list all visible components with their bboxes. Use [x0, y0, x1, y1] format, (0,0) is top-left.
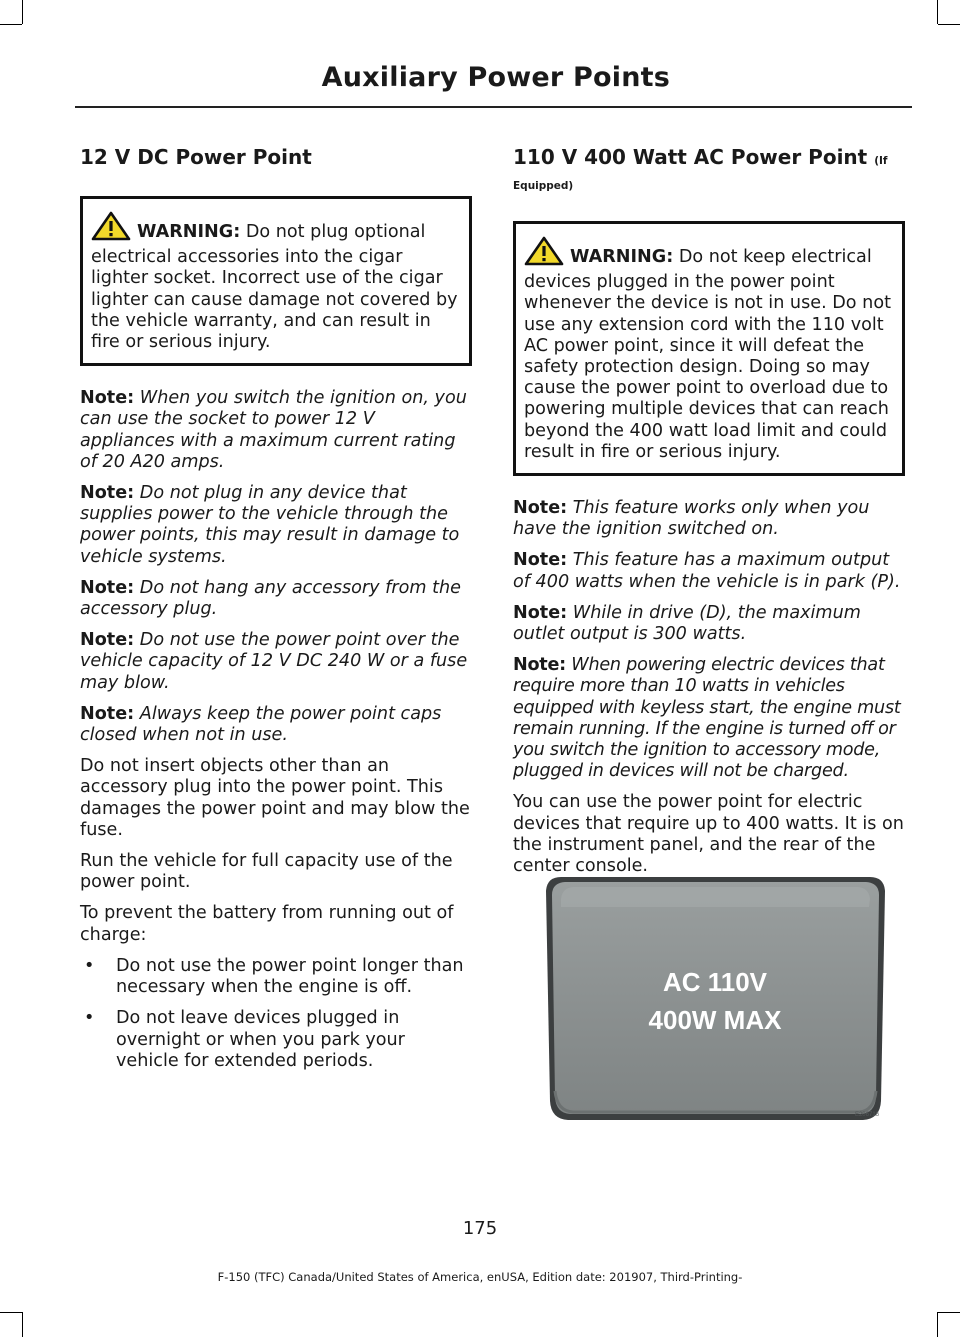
- body-paragraph: You can use the power point for electric devices that require up to 400 watts. It is on the instrument panel, and the rear of the center console.: [513, 792, 904, 877]
- body-paragraph: Run the vehicle for full capacity use of the power point.: [80, 851, 453, 893]
- crop-mark: [937, 0, 938, 24]
- note: Note: Always keep the power point caps closed when not in use.: [80, 703, 442, 746]
- crop-mark: [938, 24, 960, 25]
- right-column: [513, 145, 905, 887]
- note: Note: This feature works only when you have the ignition switched on.: [513, 498, 870, 540]
- note: Note: Do not plug in any device that supplies power to the vehicle through the power points, this may result in damage to vehicle systems.: [80, 483, 460, 567]
- warning-box: [513, 221, 905, 476]
- warning-label: WARNING:: [570, 247, 674, 267]
- crop-mark: [22, 1312, 23, 1337]
- note: Note: When you switch the ignition on, you can use the socket to power 12 V appliances with a maximum current rating of 20 A20 amps.: [80, 388, 467, 472]
- cover-label-voltage: AC 110V: [662, 967, 768, 997]
- note: Note: While in drive (D), the maximum outlet output is 300 watts.: [513, 602, 861, 645]
- cover-label-wattage: 400W MAX: [648, 1005, 782, 1035]
- note: Note: Do not use the power point over the vehicle capacity of 12 V DC 240 W or a fuse may blow.: [80, 630, 468, 693]
- warning-label: WARNING:: [137, 222, 241, 242]
- warning-text: Do not plug optional electrical accessories into the cigar lighter socket. Incorrect use of the cigar lighter can cause damage not covered by the vehicle warranty, and can result in fire or serious injury.: [91, 222, 458, 353]
- page-number: 175: [462, 1218, 498, 1239]
- header-divider: [75, 106, 912, 108]
- warning-box: [80, 196, 472, 366]
- crop-mark: [22, 0, 23, 24]
- image-code: E206716: [854, 1112, 879, 1118]
- section-heading-110v: 110 V 400 Watt AC Power Point (If Equipped): [513, 145, 888, 192]
- list-item: • Do not use the power point longer than necessary when the engine is off.: [84, 955, 464, 998]
- crop-mark: [938, 1312, 960, 1313]
- warning-icon: [91, 211, 131, 247]
- body-paragraph: Do not insert objects other than an accessory plug into the power point. This damages the power point and may blow the fuse.: [80, 756, 470, 840]
- note: Note: When powering electric devices that require more than 10 watts in vehicles equipped with keyless start, the engine must remain running. If the engine is turned off or you switch the ignition to accessory mode, plugged in devices will not be charged.: [513, 655, 901, 782]
- footer-text: F-150 (TFC) Canada/United States of America, enUSA, Edition date: 201907, Third-Printing-: [217, 1270, 743, 1284]
- crop-mark: [937, 1312, 938, 1337]
- crop-mark: [0, 1312, 22, 1313]
- section-heading-12v: 12 V DC Power Point: [80, 145, 312, 169]
- list-item: • Do not leave devices plugged in overnight or when you park your vehicle for extended periods.: [84, 1008, 405, 1071]
- bullet-list: [80, 956, 472, 1072]
- note: Note: Do not hang any accessory from the accessory plug.: [80, 577, 461, 620]
- left-column: [80, 145, 472, 1082]
- note: Note: This feature has a maximum output of 400 watts when the vehicle is in park (P).: [513, 550, 901, 592]
- warning-text: Do not keep electrical devices plugged in the power point whenever the device is not in use. Do not use any extension cord with the 110 volt AC power point, since it will defeat the safety protection design. Doing so may cause the power point to overload due to powering multiple devices that can reach beyond the 400 watt load limit and could result in fire or serious injury.: [524, 247, 891, 462]
- page-title: Auxiliary Power Points: [321, 62, 670, 93]
- body-paragraph: To prevent the battery from running out of charge:: [80, 903, 454, 945]
- power-point-cover-image: [543, 873, 888, 1123]
- crop-mark: [0, 24, 22, 25]
- warning-icon: [524, 236, 564, 272]
